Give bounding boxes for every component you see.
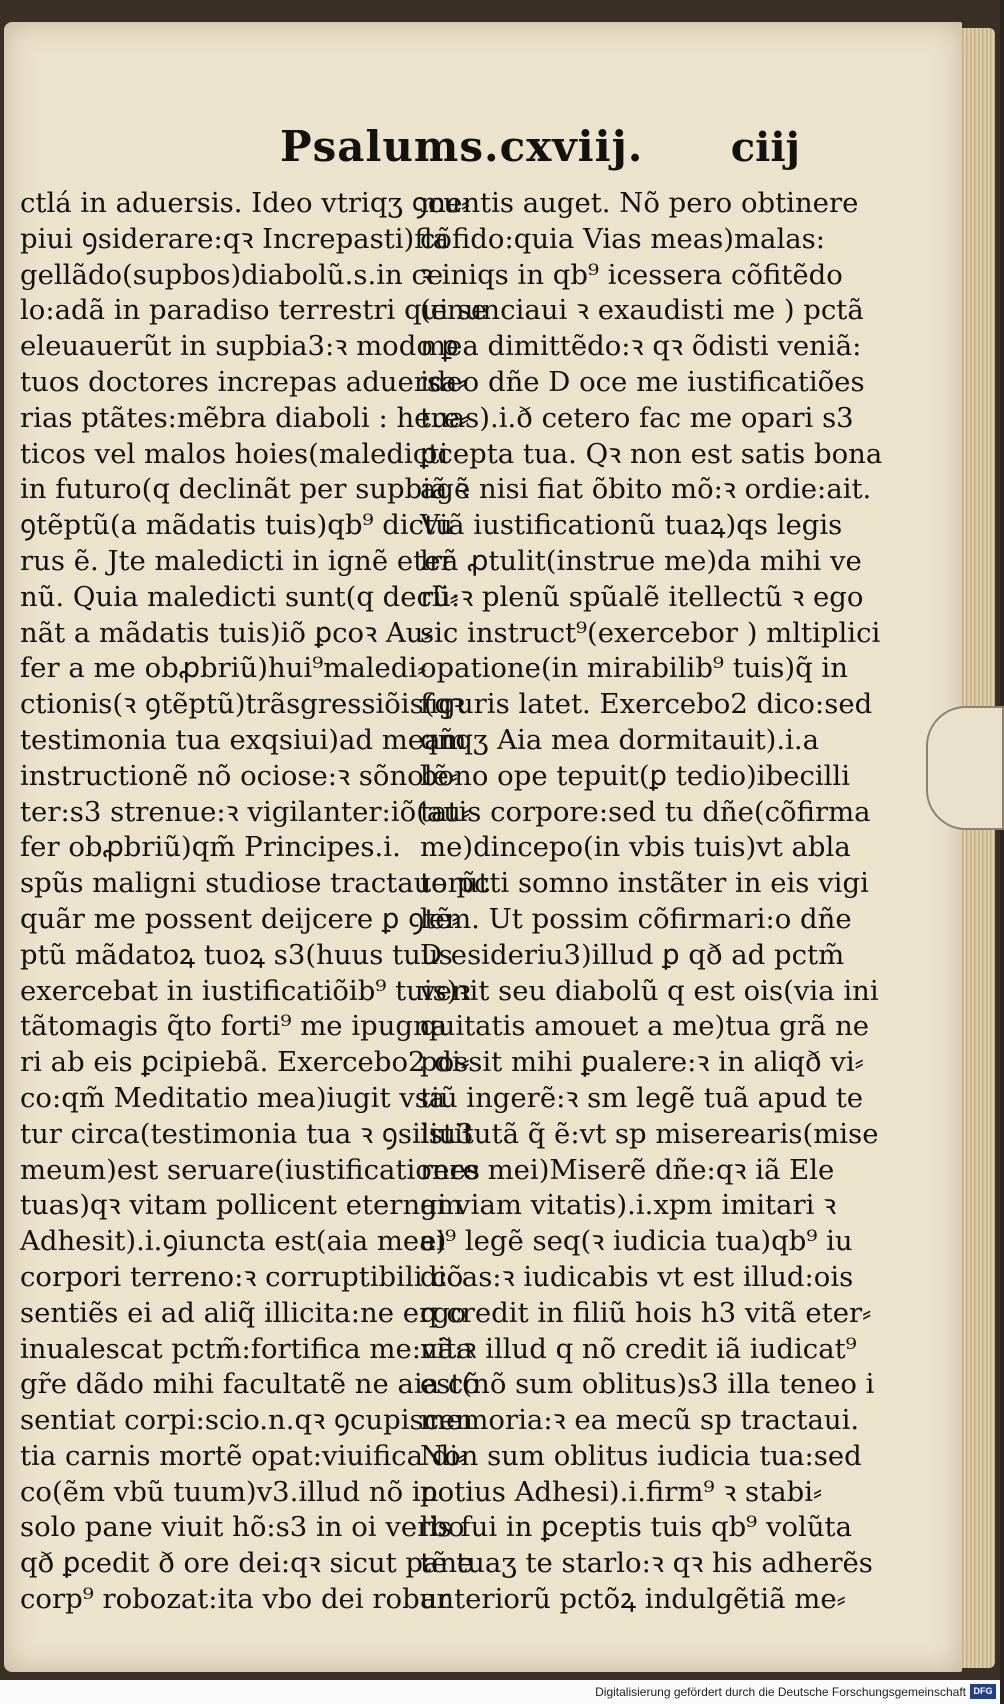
folio-number: ciij xyxy=(730,124,800,171)
text-line: tuas).i.ð cetero fac me opari s3 xyxy=(420,401,854,434)
text-line: sentiat corpi:scio.n.qꝛ ꝯcupiscen xyxy=(20,1404,474,1437)
text-line: anteriorũ pctõꝝ indulgẽtiã me⸗ xyxy=(420,1583,846,1616)
text-line: me)dincepo(in vbis tuis)vt abla xyxy=(420,831,851,864)
text-line: Adhesit).i.ꝯiuncta est(aia mea) xyxy=(20,1225,447,1258)
text-line: agẽ nisi fiat õbito mõ:ꝛ ordie:ait. xyxy=(420,473,872,506)
text-line: tuas)qꝛ vitam pollicent eternam xyxy=(20,1189,463,1222)
text-line: ri ab eis ꝑcipiebã. Exercebo2 di⸗ xyxy=(20,1046,470,1079)
text-line: tuos doctores increpas aduersa⸗ xyxy=(20,365,467,398)
text-line: fer a me obꝓbriũ)hui⁹maledi⸗ xyxy=(20,652,427,685)
text-line: ideo dñe D oce me iustificatiões xyxy=(420,365,865,398)
text-line: istitutã q̃ ẽ:vt sp miserearis(mise xyxy=(420,1117,879,1150)
text-line: memoria:ꝛ ea mecũ sp tractaui. xyxy=(420,1404,860,1437)
text-line: piui ꝯsiderare:qꝛ Increpasti)fla xyxy=(20,222,450,255)
text-line: rũ:ꝛ plenũ spũalẽ itellectũ ꝛ ego xyxy=(420,580,864,613)
text-line: sentiẽs ei ad aliq̃ illicita:ne ergo xyxy=(20,1296,467,1329)
text-line: ter:s3 strenue:ꝛ vigilanter:iõ(au⸗ xyxy=(20,795,471,828)
text-line: corp⁹ robozat:ita vbo dei robur xyxy=(20,1583,451,1616)
text-line: spũs maligni studiose tractauerũt xyxy=(20,867,490,900)
text-line: ꝯtẽptũ(a mãdatis tuis)qb⁹ dictu xyxy=(20,509,453,542)
text-line: mentis auget. Nõ pero obtinere xyxy=(420,187,859,219)
text-line: co:qm̃ Meditatio mea)iugit vsa xyxy=(20,1081,446,1114)
text-line: quitatis amouet a me)tua grã ne xyxy=(420,1010,870,1043)
text-line: nãt a mãdatis tuis)iõ ꝑcoꝛ Au⸗ xyxy=(20,616,433,649)
right-text-column xyxy=(420,186,883,1618)
text-line: fer obꝓbriũ)qm̃ Principes.i. xyxy=(20,831,401,864)
running-head xyxy=(280,122,800,182)
text-line: tiũ ingerẽ:ꝛ sm legẽ tuã apud te xyxy=(420,1081,864,1114)
text-line: possit mihi ꝑualere:ꝛ in aliqð vi⸗ xyxy=(420,1046,864,1079)
left-text-column xyxy=(20,186,490,1618)
text-line: nã:ꝛ illud q nõ credit iã iudicat⁹ xyxy=(420,1332,857,1365)
text-line: sic instruct⁹(exercebor ) mltiplici xyxy=(420,616,881,649)
text-line: lis fui in ꝑceptis tuis qb⁹ volũta xyxy=(420,1511,852,1544)
text-line: opatione(in mirabilib⁹ tuis)q̃ in xyxy=(420,652,848,685)
text-line: gr̃e dãdo mihi facultatẽ ne aia cõ xyxy=(20,1368,480,1401)
text-line: figuris latet. Exercebo2 dico:sed xyxy=(420,688,873,721)
text-line: ticos vel malos hoies(maledicti xyxy=(20,437,449,470)
text-line: bono ope tepuit(ꝑ tedio)ibecilli xyxy=(420,759,851,792)
text-line: eleuauerũt in supbia3:ꝛ modo ꝑ xyxy=(20,330,459,363)
text-line: gi viam vitatis).i.xpm imitari ꝛ xyxy=(420,1189,837,1222)
text-line: lem. Ut possim cõfirmari:o dñe xyxy=(420,902,852,935)
text-line: rere mei)Miserẽ dñe:qꝛ iã Ele xyxy=(420,1153,835,1186)
text-line: testimonia tua exqsiui)ad meam xyxy=(20,723,467,756)
text-line: tatis corpore:sed tu dñe(cõfirma xyxy=(420,795,871,828)
text-line: cõfido:quia Vias meas)malas: xyxy=(420,222,826,255)
text-line: nũ. Quia maledicti sunt(q decli⸗ xyxy=(20,580,459,613)
text-line: qñqʒ Aia mea dormitauit).i.a xyxy=(420,723,820,756)
footer-bar xyxy=(0,1680,1000,1704)
text-line: tẽ tuaʒ te starlo:ꝛ qꝛ his adherẽs xyxy=(420,1547,873,1580)
text-line: ꝛ iniqs in qb⁹ icessera cõfitẽdo xyxy=(420,258,843,291)
text-line: tãtomagis q̃to forti⁹ me ipugna xyxy=(20,1010,448,1043)
text-line: lo:adã in paradiso terrestri qui se xyxy=(20,294,488,327)
text-line: in futuro(q declinãt per supbiã ꝛ xyxy=(20,473,470,506)
text-line: rias ptãtes:mẽbra diaboli : here⸗ xyxy=(20,401,470,434)
dfg-logo: DFG xyxy=(970,1684,996,1699)
text-line: lrã ꝓtulit(instrue me)da mihi ve xyxy=(420,544,862,577)
page-tab xyxy=(926,706,1004,830)
text-line: venit seu diabolũ q est ois(via ini xyxy=(420,974,879,1007)
text-line: est(nõ sum oblitus)s3 illa teneo i xyxy=(420,1368,875,1401)
text-line: co(ẽm vbũ tuum)v3.illud nõ in xyxy=(20,1475,439,1508)
text-line: exercebat in iustificatiõib⁹ tuis)ꝛ xyxy=(20,974,471,1007)
text-line: dicas:ꝛ iudicabis vt est illud:ois xyxy=(420,1260,854,1293)
footer-credit: Digitalisierung gefördert durch die Deutsche Forschungsgemeinschaft xyxy=(595,1685,966,1699)
text-line: potius Adhesi).i.firm⁹ ꝛ stabi⸗ xyxy=(420,1475,823,1508)
text-line: ptũ mãdatoꝝ tuoꝝ s3(huus tuus xyxy=(20,938,453,971)
text-line: ei⁹ legẽ seq(ꝛ iudicia tua)qb⁹ iu xyxy=(420,1225,853,1258)
text-line: instructionẽ nõ ociose:ꝛ sõnolẽ⸗ xyxy=(20,759,458,792)
running-head-title: Psalums.cxviij. xyxy=(280,122,644,171)
text-line: ctionis(ꝛ ꝯtẽptũ)trãsgressiõis(qꝛ xyxy=(20,688,466,721)
text-line: tia carnis mortẽ opat:viuifica di⸗ xyxy=(20,1439,468,1472)
text-line: meum)est seruare(iustificationes xyxy=(20,1153,480,1186)
text-line: corpori terreno:ꝛ corruptibili cõ xyxy=(20,1260,464,1293)
text-line: to pcti somno instãter in eis vigi xyxy=(420,867,869,900)
text-line: qð ꝑcedit ð ore dei:qꝛ sicut pane xyxy=(20,1547,474,1580)
text-line: ꝑcepta tua. Qꝛ non est satis bona xyxy=(420,437,883,470)
text-line: D esideriu3)illud ꝑ qð ad pctm̃ xyxy=(420,938,845,971)
text-line: gellãdo(supbos)diabolũ.s.in ce xyxy=(20,258,444,291)
text-line: mea dimittẽdo:ꝛ qꝛ õdisti veniã: xyxy=(420,330,862,363)
text-line: tur circa(testimonia tua ꝛ ꝯsiliu3 xyxy=(20,1117,474,1150)
text-line: inualescat pctm̃:fortifica me:vita xyxy=(20,1332,473,1365)
text-line: Viã iustificationũ tuaꝝ)qs legis xyxy=(420,509,843,542)
text-line: ctlá in aduersis. Ideo vtriqʒ ꝯcu⸗ xyxy=(20,187,471,219)
text-line: solo pane viuit hõ:s3 in oi verbo xyxy=(20,1511,465,1544)
text-line: quãr me possent deijcere ꝑ ꝯtẽ⸗ xyxy=(20,902,461,935)
text-line: Non sum oblitus iudicia tua:sed xyxy=(420,1439,862,1472)
text-line: rus ẽ. Jte maledicti in ignẽ eter xyxy=(20,544,454,577)
text-line: (enunciaui ꝛ exaudisti me ) pctã xyxy=(420,294,864,327)
text-line: q credit in filiũ hois h3 vitã eter⸗ xyxy=(420,1296,872,1329)
